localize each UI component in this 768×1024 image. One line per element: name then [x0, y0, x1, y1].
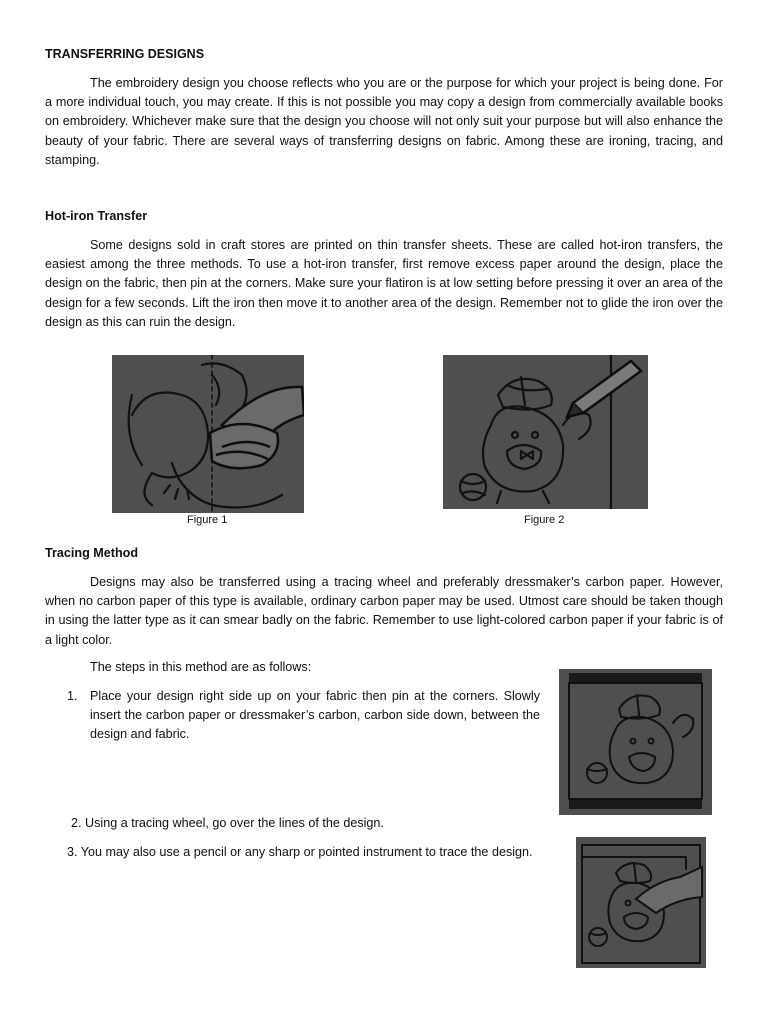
step-1-image	[559, 669, 712, 815]
hot-iron-text: Some designs sold in craft stores are printed on thin transfer sheets. These are called hot-iron transfers, the easiest among the three methods. To use a hot-iron transfer, first remove excess paper around the design, place the design on the fabric, then pin at the corners. Make sure your flatiron is at low setting before pressing it over an area of the design for a few seconds. Lift the iron then move it to another area of the design. Remember not to glide the iron over the design as this can ruin the design.	[45, 238, 723, 329]
figure-2-image	[443, 355, 648, 509]
step-1-text: Place your design right side up on your fabric then pin at the corners. Slowly insert the carbon paper or dressmaker’s carbon, carbon side down, between the design and fabric.	[90, 689, 540, 742]
figure-1-caption: Figure 1	[187, 514, 228, 526]
hot-iron-paragraph	[45, 236, 723, 332]
tracing-paragraph	[45, 573, 723, 650]
intro-text: The embroidery design you choose reflects who you are or the purpose for which your project is being done. For a more individual touch, you may create. If this is not possible you may copy a design from commercially available books on embroidery. Whichever make sure that the design you choose will not only suit your purpose but will also enhance the beauty of your fabric. There are several ways of transferring designs on fabric. Among these are ironing, tracing, and stamping.	[45, 76, 723, 167]
step-1-number: 1.	[67, 689, 78, 703]
tracing-text: Designs may also be transferred using a tracing wheel and preferably dressmaker’s carbon paper. However, when no carbon paper of this type is available, ordinary carbon paper may be used. Utmost care should be taken though in using the latter type as it can smear badly on the fabric. Remember to use light-colored carbon paper if your fabric is of a light color.	[45, 575, 723, 647]
step-1	[67, 687, 540, 745]
hot-iron-heading: Hot-iron Transfer	[45, 209, 148, 223]
carbon-paper-illustration	[559, 669, 712, 815]
figure-1-image	[112, 355, 304, 513]
step-3: 3. You may also use a pencil or any sharp or pointed instrument to trace the design.	[67, 845, 533, 859]
tracing-heading: Tracing Method	[45, 546, 139, 560]
step-2-image	[576, 837, 706, 968]
intro-paragraph	[45, 74, 723, 170]
step-2: 2. Using a tracing wheel, go over the lines of the design.	[71, 816, 384, 830]
figure-2-caption: Figure 2	[524, 514, 565, 526]
page-title: TRANSFERRING DESIGNS	[45, 47, 205, 61]
pencil-tracing-illustration	[443, 355, 648, 509]
steps-intro: The steps in this method are as follows:	[90, 660, 312, 674]
iron-transfer-illustration	[112, 355, 304, 513]
tracing-wheel-illustration	[576, 837, 706, 968]
